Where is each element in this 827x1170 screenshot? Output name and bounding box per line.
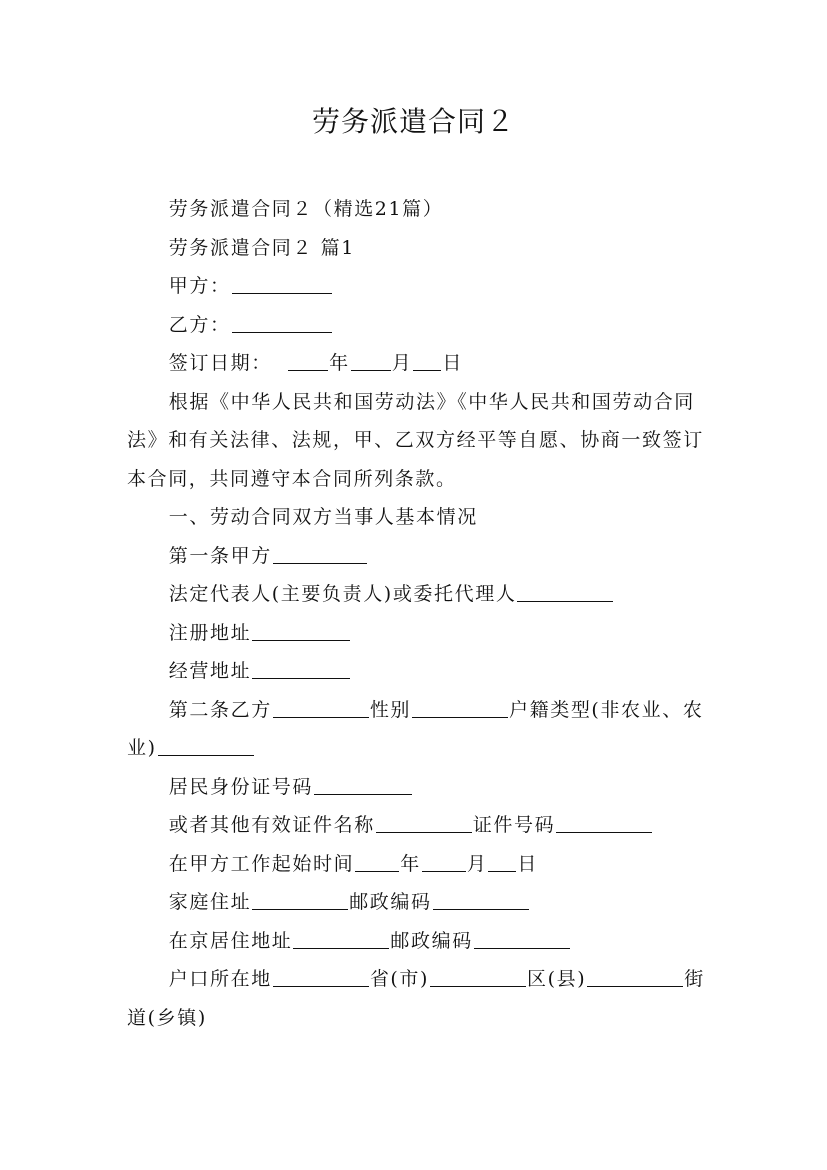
home-address-line [127,883,717,922]
street-label: 街道(乡镇) [127,968,705,1029]
legal-rep-label: 法定代表人(主要负责人)或委托代理人 [168,583,517,605]
beijing-address-label: 在京居住地址 [168,929,293,952]
id-number-blank [314,775,412,795]
hukou-line [127,960,717,1037]
party-a-blank [232,274,332,294]
sign-date-label: 签订日期： [168,352,272,374]
household-type-label: 户籍类型(非农业、农业) [127,698,704,759]
gender-blank [412,698,508,718]
document-title: 劳务派遣合同２ [311,105,515,138]
business-address-blank [252,659,350,679]
party-a-line [127,267,717,306]
start-day-blank [488,852,516,872]
registered-address-line [127,614,717,653]
sign-date-line [127,344,717,383]
other-id-line [127,806,717,845]
article-one-label: 第一条甲方 [168,544,272,567]
legal-rep-blank [517,582,613,602]
other-id-blank [376,813,472,833]
party-b-blank [232,313,332,333]
id-no-blank [556,813,652,833]
article-two-name-blank [273,698,369,718]
subtitle-line: 劳务派遣合同２（精选21篇） [168,198,444,220]
province-label: 省(市) [369,968,430,990]
party-b-line [127,306,717,345]
district-blank [587,967,683,987]
hukou-blank [273,967,369,987]
household-type-blank [158,736,254,756]
beijing-postcode-blank [474,929,570,949]
sign-day-label: 日 [442,352,463,374]
article-one-line [127,537,717,576]
article-one-blank [273,544,367,564]
id-number-label: 居民身份证号码 [168,775,313,798]
sign-month-blank [351,351,391,371]
document-body [127,190,717,1037]
start-time-line [127,845,717,884]
home-postcode-label: 邮政编码 [349,891,432,913]
hukou-label: 户口所在地 [168,968,272,990]
start-day-label: 日 [517,852,539,875]
start-year-label: 年 [400,852,421,875]
gender-label: 性别 [369,698,412,721]
registered-address-blank [252,621,350,641]
article-two-label: 第二条乙方 [168,698,272,721]
chapter-one-heading: 一、劳动合同双方当事人基本情况 [168,506,478,528]
registered-address-label: 注册地址 [168,621,252,644]
id-no-label: 证件号码 [472,814,556,836]
province-blank [430,967,526,987]
start-year-blank [355,852,399,872]
preamble-paragraph: 根据《中华人民共和国劳动法》《中华人民共和国劳动合同法》和有关法律、法规，甲、乙双方经平等自愿、协商一致签订本合同，共同遵守本合同所列条款。 [127,390,704,490]
start-month-blank [422,852,466,872]
other-id-label: 或者其他有效证件名称 [168,814,375,836]
business-address-line [127,652,717,691]
home-address-blank [252,890,348,910]
start-time-label: 在甲方工作起始时间 [168,852,355,875]
id-number-line [127,768,717,807]
section-heading-line: 劳务派遣合同２ 篇1 [168,236,355,259]
sign-month-label: 月 [391,352,413,374]
beijing-address-blank [293,929,389,949]
beijing-postcode-label: 邮政编码 [390,929,473,952]
home-postcode-blank [433,890,529,910]
party-b-label: 乙方： [168,313,231,336]
party-a-label: 甲方： [168,275,231,297]
sign-year-label: 年 [329,352,350,374]
article-two-line [127,691,717,768]
start-month-label: 月 [466,852,488,875]
sign-day-blank [413,351,441,371]
business-address-label: 经营地址 [168,660,252,682]
district-label: 区(县) [527,968,587,990]
home-address-label: 家庭住址 [168,891,252,913]
beijing-address-line [127,922,717,961]
legal-rep-line [127,575,717,614]
sign-year-blank [288,351,328,371]
